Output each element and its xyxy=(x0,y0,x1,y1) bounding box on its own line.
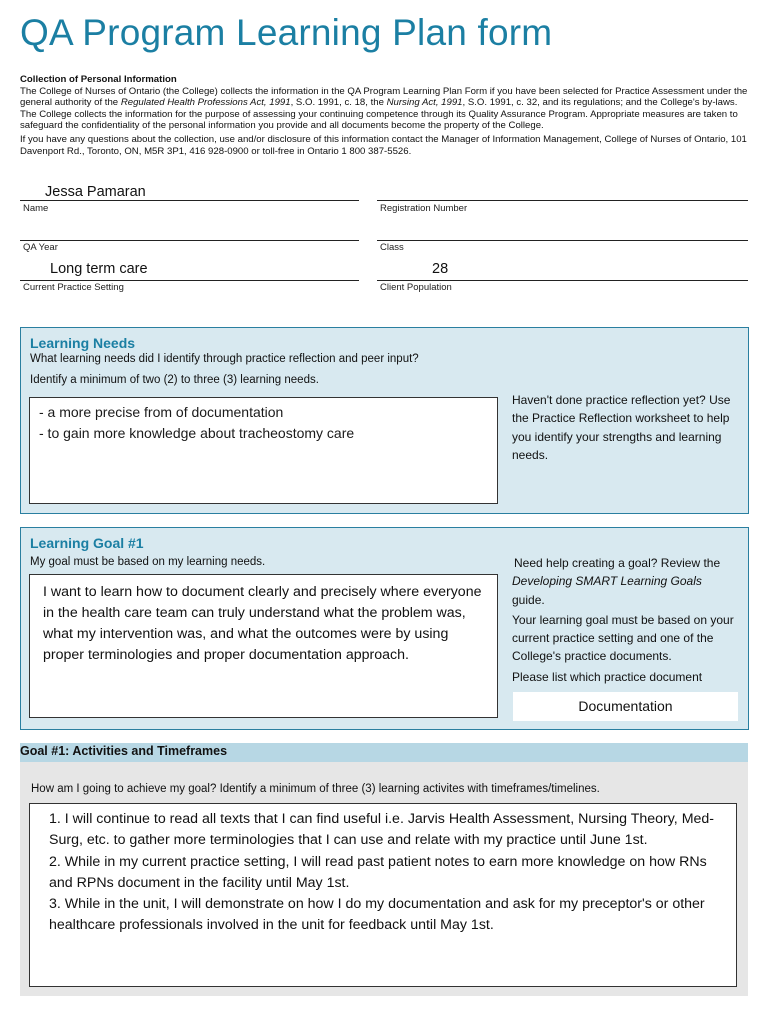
learning-needs-panel xyxy=(20,327,749,514)
name-field[interactable]: Jessa Pamaran xyxy=(45,184,146,200)
name-line xyxy=(20,200,359,201)
learning-goal-instruction: My goal must be based on my learning needs. xyxy=(30,556,266,568)
learning-needs-instruction: Identify a minimum of two (2) to three (3) learning needs. xyxy=(30,374,319,386)
activities-instruction: How am I going to achieve my goal? Identify a minimum of three (3) learning activites with timeframes/timelines. xyxy=(31,783,600,795)
privacy-notice xyxy=(20,74,750,157)
privacy-paragraph-2: If you have any questions about the collection, use and/or disclosure of this information contact the Manager of Information Management, College of Nurses of Ontario, 101 Davenport Rd., Toronto, ON, M5R 3P1, 416 928-0900 or toll-free in Ontario 1 800 387-5526. xyxy=(20,133,747,157)
registration-line xyxy=(377,200,748,201)
activity-item: 3. While in the unit, I will demonstrate on how I do my documentation and ask for my preceptor's or other healthcare professionals involved in the unit for feedback until May 1st. xyxy=(49,896,705,934)
class-label: Class xyxy=(380,242,404,253)
goal-help-text: guide. xyxy=(512,592,545,607)
client-population-line xyxy=(377,280,748,281)
activities-area xyxy=(20,762,748,996)
learning-goal-title: Learning Goal #1 xyxy=(30,535,144,551)
privacy-paragraph-1 xyxy=(20,86,750,132)
goal-help-text: Need help creating a goal? Review the xyxy=(514,556,721,570)
learning-goal-panel xyxy=(20,527,749,730)
privacy-text: , S.O. 1991, c. 32, and its regulations; and the College's by-laws. The College collects the information for the purpose of assessing your continuing competence through its Quality Assurance Program. Appropriate measures are taken to safeguard the confidentiality of the personal information you provide and all documents become the property of the College. xyxy=(20,97,738,132)
activity-item: 2. While in my current practice setting, I will read past patient notes to earn more knowledge on how RNs and RPNs document in the facility until May 1st. xyxy=(49,853,707,891)
learning-need-entry: - to gain more knowledge about tracheostomy care xyxy=(39,425,355,441)
activity-item: 1. I will continue to read all texts that I can find useful i.e. Jarvis Health Assessment, Nursing Theory, Med-Surg, etc. to gather more terminologies that I can use and relate with my practice until June 1st. xyxy=(49,811,715,849)
learning-needs-question: What learning needs did I identify through practice reflection and peer input? xyxy=(30,353,419,365)
privacy-act-name: Regulated Health Professions Act, 1991 xyxy=(120,97,291,109)
goal-help-note xyxy=(512,554,746,686)
learning-needs-title: Learning Needs xyxy=(30,335,136,351)
privacy-heading: Collection of Personal Information xyxy=(20,74,177,85)
client-population-field[interactable]: 28 xyxy=(432,261,449,277)
practice-setting-field[interactable]: Long term care xyxy=(50,261,148,277)
goal-basis-text: Your learning goal must be based on your current practice setting and one of the College's practice documents. xyxy=(512,612,734,664)
class-line xyxy=(377,240,748,241)
page-title: QA Program Learning Plan form xyxy=(20,12,553,53)
activities-section-header xyxy=(20,743,748,762)
practice-setting-label: Current Practice Setting xyxy=(23,282,124,293)
practice-document-prompt: Please list which practice document xyxy=(512,669,703,684)
qa-year-label: QA Year xyxy=(23,242,58,253)
learning-need-entry: - a more precise from of documentation xyxy=(39,404,284,420)
learning-needs-input[interactable] xyxy=(29,397,498,504)
privacy-text: , S.O. 1991, c. 18, the xyxy=(290,97,387,109)
activities-section-title: Goal #1: Activities and Timeframes xyxy=(20,744,228,758)
activities-input[interactable] xyxy=(29,803,737,987)
learning-goal-text: I want to learn how to document clearly and precisely where everyone in the health care team can truly understand what the problem was, what my intervention was, and what the outcomes were by using proper terminologies and proper documentation approach. xyxy=(43,584,482,663)
client-population-label: Client Population xyxy=(380,282,452,293)
qa-year-line xyxy=(20,240,359,241)
name-label: Name xyxy=(23,203,49,214)
privacy-text: The College of Nurses of Ontario (the College) collects the information in the QA Program Learning Plan Form if you have been selected for Practice Assessment under the general authority of the xyxy=(20,85,748,109)
practice-document-field[interactable]: Documentation xyxy=(513,692,738,721)
reflection-help-note: Haven't done practice reflection yet? Use the Practice Reflection worksheet to help you identify your strengths and learning needs. xyxy=(512,393,731,462)
privacy-act-name: Nursing Act, 1991 xyxy=(386,97,463,109)
smart-goals-guide-link[interactable]: Developing SMART Learning Goals xyxy=(512,574,702,589)
practice-setting-line xyxy=(20,280,359,281)
learning-goal-input[interactable] xyxy=(29,574,498,718)
registration-label: Registration Number xyxy=(380,203,468,214)
